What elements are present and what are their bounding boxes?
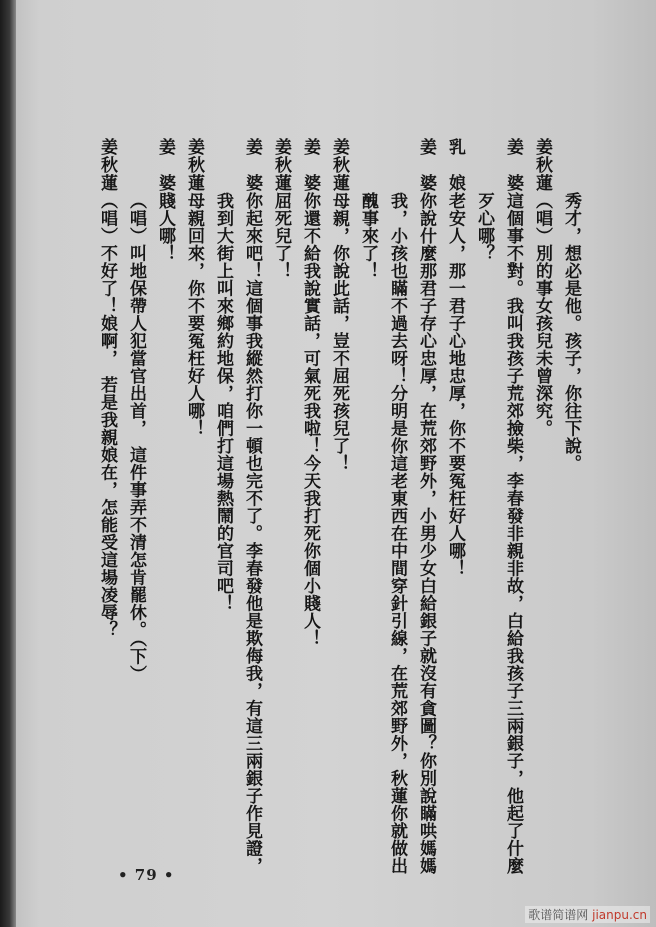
speaker-label: 姜秋蓮: [532, 138, 552, 192]
page-binding-shadow: [0, 0, 16, 927]
dialogue-line: 老安人，那一君子心地忠厚，你不要冤枉好人哪！: [445, 192, 465, 577]
dialogue-line: 你說什麼那君子存心忠厚，在荒郊野外，小男少女白給銀子就沒有貪圖？你別說瞞哄媽媽: [416, 192, 436, 875]
dialogue-line: 我到大街上叫來鄉約地保，咱們打這場熱鬧的官司吧！: [213, 192, 233, 612]
dialogue-line: （唱）叫地保帶人犯當官出首， 這件事弄不清怎肯罷休。（下）: [126, 192, 146, 683]
dialogue-line: 屈死兒了！: [271, 192, 291, 280]
speaker-label: 姜秋蓮: [271, 138, 291, 192]
speaker-label: 乳 娘: [445, 138, 465, 192]
speaker-label: 姜 婆: [242, 138, 262, 192]
dialogue-line: 你還不給我說實話，可氣死我啦！今天我打死你個小賤人！: [300, 192, 320, 647]
dialogue-line: （唱）別的事女孩兒未曾深究。: [532, 192, 552, 437]
speaker-label: 姜秋蓮: [97, 138, 117, 192]
speaker-label: 姜 婆: [503, 138, 523, 192]
dialogue-line: 你起來吧！這個事我縱然打你一頓也完不了。李春發他是欺侮我，有這三兩銀子作見證，: [242, 192, 262, 875]
dialogue-line: 秀才，想必是他。孩子，你往下說。: [561, 192, 581, 472]
dialogue-line: 歹心哪？: [474, 192, 494, 262]
dialogue-line: 我，小孩也瞞不過去呀！分明是你這老東西在中間穿針引線，在荒郊野外，秋蓮你就做出: [387, 192, 407, 875]
watermark-site-name: 歌谱简谱网: [528, 908, 589, 922]
speaker-label: 姜 婆: [416, 138, 436, 192]
dialogue-line: 這個事不對。我叫我孩子荒郊撿柴，李春發非親非故，白給我孩子三兩銀子，他起了什麼: [503, 192, 523, 875]
watermark-domain: jianpu.cn: [592, 908, 647, 922]
dialogue-line: 母親，你說此話，豈不屈死孩兒了！: [329, 192, 349, 472]
dialogue-line: 醜事來了！: [358, 192, 378, 280]
speaker-label: 姜 婆: [155, 138, 175, 192]
site-watermark: [525, 906, 650, 923]
speaker-label: 姜 婆: [300, 138, 320, 192]
speaker-label: 姜秋蓮: [329, 138, 349, 192]
page-number: • 79 •: [118, 866, 175, 884]
dialogue-line: 賤人哪！: [155, 192, 175, 262]
dialogue-line: 母親回來，你不要冤枉好人哪！: [184, 192, 204, 437]
speaker-label: 姜秋蓮: [184, 138, 204, 192]
dialogue-line: （唱）不好了！娘啊， 若是我親娘在，怎能受這場凌辱？: [97, 192, 117, 639]
